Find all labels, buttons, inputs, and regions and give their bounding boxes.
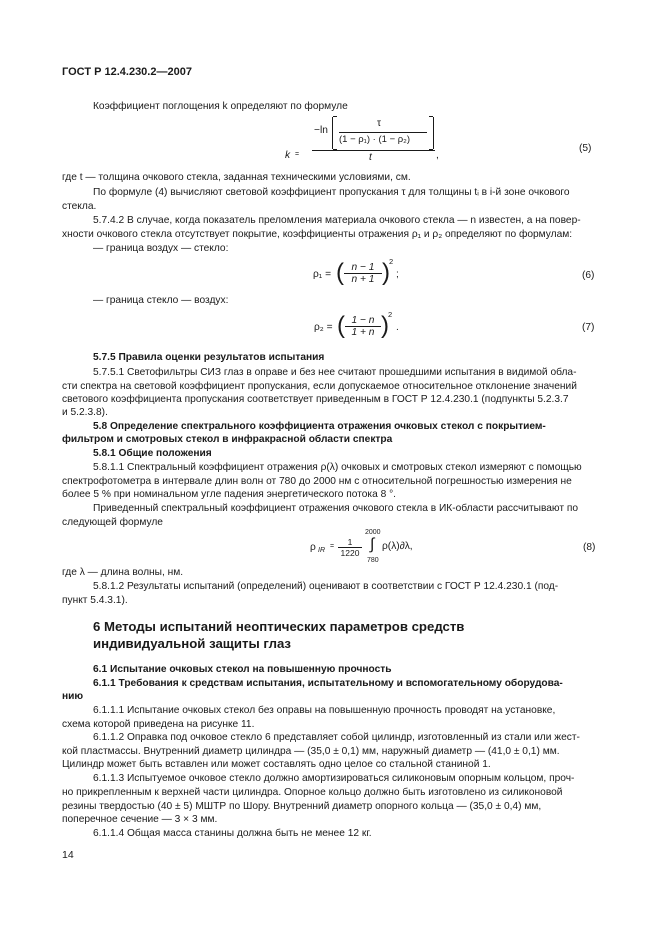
para-formula4-line2: стекла. bbox=[62, 201, 97, 212]
para-5811-line1: 5.8.1.1 Спектральный коэффициент отражения ρ(λ) очковых и смотровых стекол измеряют с помощью bbox=[93, 462, 582, 473]
formula-7-exp: 2 bbox=[388, 310, 393, 319]
formula-6-exp: 2 bbox=[389, 257, 394, 266]
heading-5-8-line2: фильтром и смотровых стекол в инфракрасной области спектра bbox=[62, 434, 393, 445]
formula-6-numerator: n − 1 bbox=[344, 262, 382, 274]
para-5742-line1: 5.7.4.2 В случае, когда показатель преломления материала очкового стекла — n известен, а на повер- bbox=[93, 215, 581, 226]
page-number: 14 bbox=[62, 849, 74, 861]
document-header: ГОСТ Р 12.4.230.2—2007 bbox=[62, 66, 192, 78]
para-5742-line2: хности очкового стекла отсутствует покрытие, коэффициенты отражения ρ₁ и ρ₂ определяют по формулам: bbox=[62, 229, 573, 240]
formula-8-number: (8) bbox=[583, 542, 596, 553]
formula-5-tau: τ bbox=[377, 118, 382, 129]
formula-6-number: (6) bbox=[582, 270, 595, 281]
section-6-title-line1: 6 Методы испытаний неоптических параметров средств bbox=[93, 619, 465, 634]
formula-6-tail: ; bbox=[396, 269, 399, 280]
para-5811-line3: более 5 % при номинальном угле падения энергетического потока 8 °. bbox=[62, 489, 396, 500]
para-6112-line1: 6.1.1.2 Оправка под очковое стекло 6 представляет собой цилиндр, изготовленный из стали или жест- bbox=[93, 732, 580, 743]
where-lambda: где λ — длина волны, нм. bbox=[62, 567, 184, 578]
para-6114: 6.1.1.4 Общая масса станины должна быть не менее 12 кг. bbox=[93, 828, 372, 839]
para-6113-line2: но прикрепленным к верхней части цилиндра. Опорное кольцо должно быть изготовлено из силиконовой bbox=[62, 787, 563, 798]
para-5812-line1: 5.8.1.2 Результаты испытаний (определений) оценивают в соответствии с ГОСТ Р 12.4.230.1 (под- bbox=[93, 581, 559, 592]
heading-6-1-1-line1: 6.1.1 Требования к средствам испытания, испытательному и вспомогательному оборудова- bbox=[93, 678, 563, 689]
heading-5-8-1: 5.8.1 Общие положения bbox=[93, 448, 212, 459]
formula-7-number: (7) bbox=[582, 322, 595, 333]
para-6113-line4: поперечное сечение — 3 × 3 мм. bbox=[62, 814, 218, 825]
formula-8-body: ρ(λ)∂λ, bbox=[382, 541, 413, 552]
para-6112-line3: Цилиндр может быть вставлен или может составлять одно целое со стальной станиной 1. bbox=[62, 759, 491, 770]
heading-5-8-line1: 5.8 Определение спектрального коэффициента отражения очковых стекол с покрытием- bbox=[93, 421, 546, 432]
formula-6-denominator: n + 1 bbox=[351, 274, 375, 285]
boundary-glass-air: — граница стекло — воздух: bbox=[93, 295, 229, 306]
formula-8-frac-bot: 1220 bbox=[340, 548, 360, 558]
where-t: где t — толщина очкового стекла, заданная техническими условиями, см. bbox=[62, 172, 411, 183]
formula-7-lhs: ρ₂ = bbox=[314, 322, 333, 333]
intro-text: Коэффициент поглощения k определяют по формуле bbox=[93, 101, 348, 112]
formula-7-numerator: 1 − n bbox=[345, 315, 381, 327]
formula-5-eq: = bbox=[295, 151, 300, 158]
para-5812-line2: пункт 5.4.3.1). bbox=[62, 595, 128, 606]
formula-8-sub: IR bbox=[318, 547, 325, 554]
formula-5-lhs: k bbox=[285, 150, 291, 161]
para-6113-line1: 6.1.1.3 Испытуемое очковое стекло должно амортизироваться силиконовым опорным кольцом, проч- bbox=[93, 773, 575, 784]
formula-6-lhs: ρ₁ = bbox=[313, 269, 332, 280]
para-5751-line1: 5.7.5.1 Светофильтры СИЗ глаз в оправе и без нее считают прошедшими испытания в видимой обла- bbox=[93, 367, 577, 378]
para-ir-line2: следующей формуле bbox=[62, 517, 163, 528]
formula-5-denominator: (1 − ρ₁) · (1 − ρ₂) bbox=[339, 134, 411, 145]
formula-7-tail: . bbox=[396, 322, 399, 333]
heading-6-1: 6.1 Испытание очковых стекол на повышенную прочность bbox=[93, 664, 392, 675]
formula-8-int: ∫ bbox=[370, 536, 375, 553]
para-6112-line2: кой пластмассы. Внутренний диаметр цилиндра — (35,0 ± 0,1) мм, наружный диаметр — (41,0 ± 0,1) мм. bbox=[62, 746, 560, 757]
para-5751-line4: и 5.2.3.8). bbox=[62, 407, 108, 418]
formula-7-denominator: 1 + n bbox=[351, 327, 375, 338]
formula-8-eq: = bbox=[330, 543, 335, 550]
para-formula4-line1: По формуле (4) вычисляют световой коэффициент пропускания τ для толщины tᵢ в i-й зоне очкового bbox=[93, 187, 570, 198]
formula-8-int-bot: 780 bbox=[367, 557, 379, 564]
formula-8-lhs: ρ bbox=[310, 542, 316, 553]
para-ir-line1: Приведенный спектральный коэффициент отражения очкового стекла в ИК-области рассчитывают по bbox=[93, 503, 579, 514]
para-5751-line3: светового коэффициента пропускания соответствует приведенным в ГОСТ Р 12.4.230.1 (подпункты 5.2.3.7 bbox=[62, 394, 569, 405]
para-5751-line2: сти спектра на световой коэффициент пропускания, если допускаемое относительное отклонение значений bbox=[62, 381, 577, 392]
section-6-title-line2: индивидуальной защиты глаз bbox=[93, 636, 291, 651]
heading-6-1-1-line2: нию bbox=[62, 691, 84, 702]
boundary-air-glass: — граница воздух — стекло: bbox=[93, 243, 229, 254]
formula-5-ln: −ln bbox=[314, 125, 328, 136]
formula-8-int-top: 2000 bbox=[365, 529, 381, 536]
formula-8-frac-top: 1 bbox=[338, 537, 362, 548]
para-6113-line3: резины твердостью (40 ± 5) МШТР по Шору. Внутренний диаметр опорного кольца — (35,0 ± 0,4) мм, bbox=[62, 801, 542, 812]
formula-5-number: (5) bbox=[579, 143, 592, 154]
heading-5-7-5: 5.7.5 Правила оценки результатов испытания bbox=[93, 352, 325, 363]
para-6111-line2: схема которой приведена на рисунке 11. bbox=[62, 719, 255, 730]
para-6111-line1: 6.1.1.1 Испытание очковых стекол без оправы на повышенную прочность проводят на установке, bbox=[93, 705, 556, 716]
formula-5-t: t bbox=[369, 152, 372, 163]
para-5811-line2: спектрофотометра в интервале длин волн от 780 до 2000 нм с относительной погрешностью измерения не bbox=[62, 476, 572, 487]
